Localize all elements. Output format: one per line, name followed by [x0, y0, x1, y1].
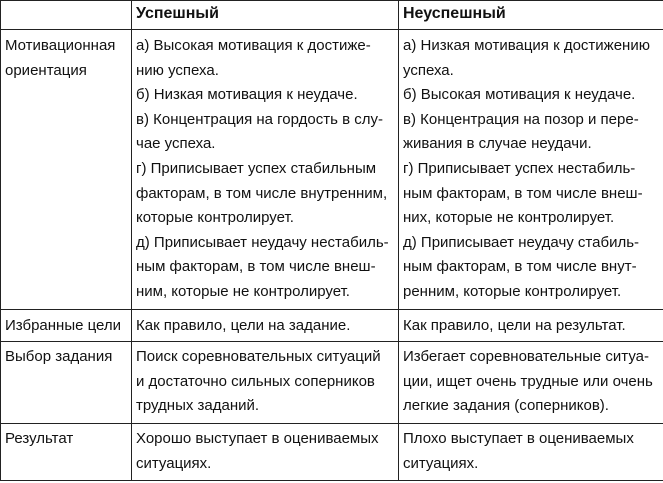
- success-text-line: нию успеха.: [136, 61, 219, 79]
- table-row-chosen-goals: [1, 309, 663, 342]
- failure-text-line: них, которые не контролирует.: [403, 209, 615, 227]
- table-row-result: [1, 423, 663, 480]
- failure-text-line: ным факторам, в том числе внут-: [403, 258, 637, 276]
- success-text-line: Поиск соревновательных ситуаций: [136, 348, 381, 366]
- failure-text-line: ным факторам, в том числе внеш-: [403, 184, 643, 202]
- success-text-line: ним, которые не контролирует.: [136, 282, 350, 300]
- table-row-motivational-orientation: [1, 30, 663, 310]
- success-text-line: д) Приписывает неудачу нестабиль-: [136, 233, 389, 251]
- failure-text-line: ситуациях.: [403, 454, 479, 472]
- success-cell: [132, 309, 399, 342]
- failure-text-line: в) Концентрация на позор и пере-: [403, 110, 639, 128]
- success-cell: [132, 342, 399, 424]
- row-label-line: Выбор задания: [5, 348, 113, 366]
- failure-text-line: ренним, которые контролирует.: [403, 282, 622, 300]
- row-label-cell: [1, 342, 132, 424]
- header-row: [1, 1, 663, 30]
- success-text-line: в) Концентрация на гордость в слу-: [136, 110, 383, 128]
- failure-cell: [399, 342, 663, 424]
- row-label-cell: [1, 309, 132, 342]
- row-label-cell: [1, 30, 132, 310]
- failure-text-line: г) Приписывает успех нестабиль-: [403, 159, 636, 177]
- header-failure: Неуспешный: [399, 1, 663, 30]
- success-text-line: ным факторам, в том числе внеш-: [136, 258, 376, 276]
- success-text-line: которые контролирует.: [136, 209, 294, 227]
- success-text-line: г) Приписывает успех стабильным: [136, 159, 377, 177]
- header-success: Успешный: [132, 1, 399, 30]
- failure-text-line: б) Высокая мотивация к неудаче.: [403, 86, 636, 104]
- failure-text-line: а) Низкая мотивация к достижению: [403, 37, 650, 54]
- failure-cell: [399, 309, 663, 342]
- success-text-line: чае успеха.: [136, 135, 216, 153]
- success-text-line: Как правило, цели на задание.: [136, 316, 351, 334]
- failure-text-line: Избегает соревновательные ситуа-: [403, 348, 649, 366]
- success-text-line: Хорошо выступает в оцениваемых: [136, 429, 379, 447]
- table-row-task-choice: [1, 342, 663, 424]
- success-text-line: трудных заданий.: [136, 397, 260, 415]
- failure-text-line: Плохо выступает в оцениваемых: [403, 429, 634, 447]
- success-text-line: б) Низкая мотивация к неудаче.: [136, 86, 358, 104]
- success-text-line: ситуациях.: [136, 454, 212, 472]
- failure-text-line: успеха.: [403, 61, 454, 79]
- row-label-line: Избранные цели: [5, 316, 122, 334]
- success-text-line: факторам, в том числе внутренним,: [136, 184, 388, 202]
- success-text-line: и достаточно сильных соперников: [136, 372, 375, 390]
- failure-cell: [399, 423, 663, 480]
- failure-text-line: живания в случае неудачи.: [403, 135, 592, 153]
- failure-text-line: д) Приписывает неудачу стабиль-: [403, 233, 640, 251]
- row-label-cell: [1, 423, 132, 480]
- row-label-line: Мотивационная: [5, 37, 116, 54]
- failure-text-line: Как правило, цели на результат.: [403, 316, 626, 334]
- success-cell: [132, 30, 399, 310]
- failure-cell: [399, 30, 663, 310]
- row-label-line: ориентация: [5, 61, 87, 79]
- success-cell: [132, 423, 399, 480]
- row-label-line: Результат: [5, 429, 74, 447]
- header-blank-cell: [1, 1, 132, 30]
- failure-text-line: ции, ищет очень трудные или очень: [403, 372, 653, 390]
- failure-text-line: легкие задания (соперников).: [403, 397, 609, 415]
- success-text-line: а) Высокая мотивация к достиже-: [136, 37, 371, 54]
